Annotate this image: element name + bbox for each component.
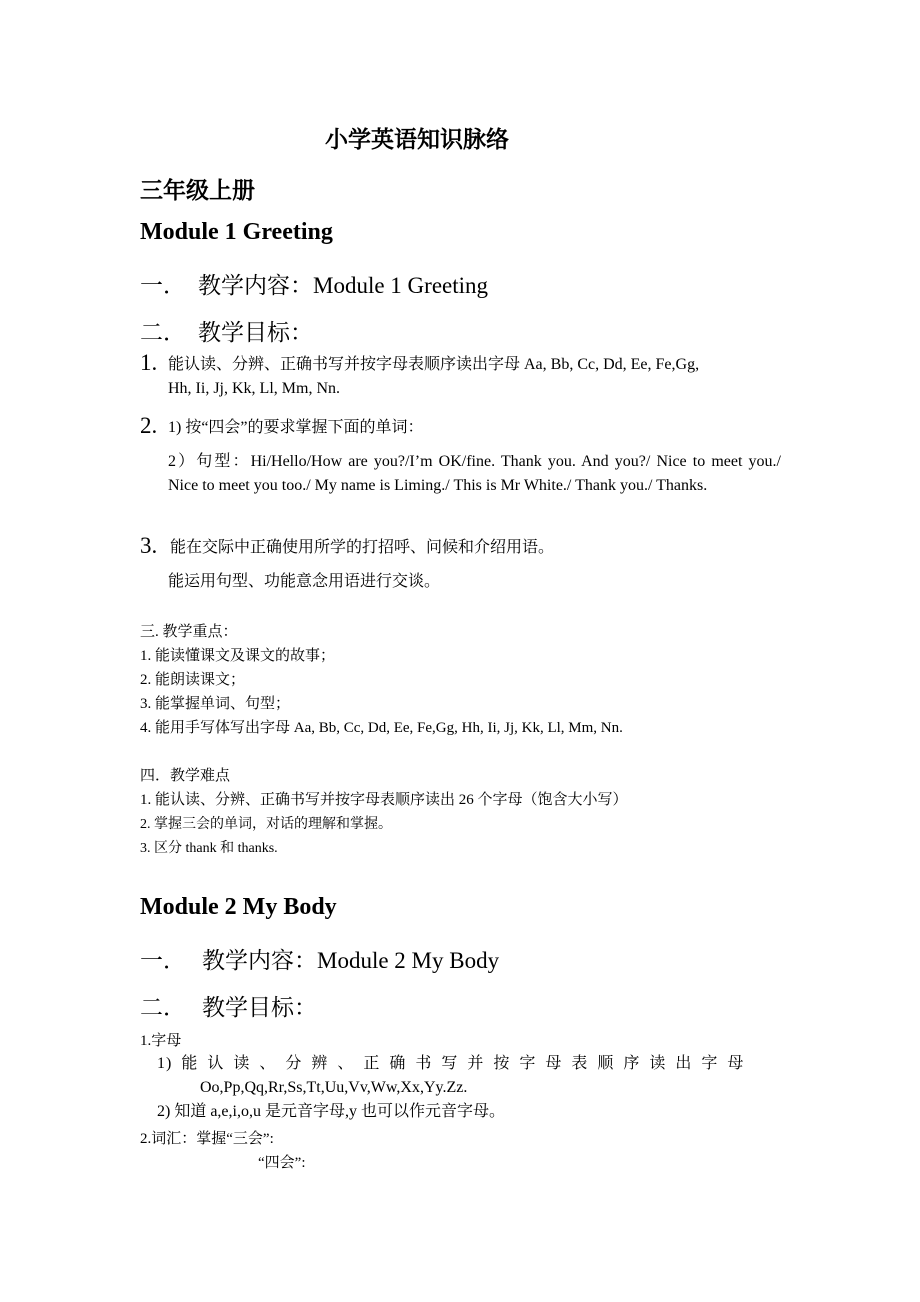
key-point-item: 1. 能读懂课文及课文的故事； [140,648,336,664]
section-number: 二． [140,995,186,1020]
module-2-heading: Module 2 My Body [140,894,337,920]
letters-heading: 1.字母 [140,1033,182,1049]
section-text: 教学目标： [202,995,317,1020]
module-2-teaching-goals [140,989,317,1022]
goal-1-line-2: Hh, Ii, Jj, Kk, Ll, Mm, Nn. [168,380,340,397]
key-point-item: 3. 能掌握单词、句型； [140,696,291,712]
difficulty-item: 3. 区分 thank 和 thanks. [140,841,278,856]
section-text: 教学目标： [198,320,313,345]
key-point-item: 2. 能朗读课文； [140,672,246,688]
module-1-heading: Module 1 Greeting [140,219,333,245]
goal-1-number: 1. [140,350,158,375]
section-number: 一． [140,948,186,973]
goal-3-line-2: 能运用句型、功能意念用语进行交谈。 [168,573,441,590]
goal-2-number: 2. [140,413,158,438]
letters-goal-2: 2) 知道 a,e,i,o,u 是元音字母,y 也可以作元音字母。 [157,1103,505,1120]
difficulty-item: 1. 能认读、分辨、正确书写并按字母表顺序读出 26 个字母（饱含大小写） [140,792,628,808]
goal-3-number: 3. [140,533,158,558]
section-number: 一． [140,273,186,298]
vocabulary-four-skills: “四会”: [258,1155,306,1171]
goal-2-line-1: 1) 按“四会”的要求掌握下面的单词： [168,419,424,436]
section-text: 教学内容：Module 2 My Body [202,948,500,973]
module-1-teaching-content [140,267,488,300]
difficulty-item: 2. 掌握三会的单词，对话的理解和掌握。 [140,817,392,832]
difficulties-title: 四．教学难点 [140,768,231,784]
grade-heading: 三年级上册 [140,178,255,203]
key-point-item: 4. 能用手写体写出字母 Aa, Bb, Cc, Dd, Ee, Fe,Gg, Hh, Ii, Jj, Kk, Ll, Mm, Nn. [140,720,623,736]
vocabulary-heading: 2.词汇：掌握“三会”: [140,1131,274,1147]
section-number: 二． [140,320,186,345]
letters-goal-1-line-1: 1) 能 认 读 、 分 辨 、 正 确 书 写 并 按 字 母 表 顺 序 读 出 字 母 [157,1055,745,1072]
document-title: 小学英语知识脉络 [325,127,509,152]
goal-3-line-1: 能在交际中正确使用所学的打招呼、问候和介绍用语。 [170,539,555,556]
section-text: 教学内容：Module 1 Greeting [198,273,489,298]
goal-2-sentence-patterns: 2）句型：Hi/Hello/How are you?/I’m OK/fine. Thank you. And you?/ Nice to meet you./ Nice to meet you too./ My name is Liming./ This is Mr White./ Thank you./ Thanks. [168,453,781,494]
goal-1-line-1: 能认读、分辨、正确书写并按字母表顺序读出字母 Aa, Bb, Cc, Dd, Ee, Fe,Gg, [168,356,700,373]
module-2-teaching-content [140,942,499,975]
module-1-teaching-goals [140,314,313,347]
letters-goal-1-line-2: Oo,Pp,Qq,Rr,Ss,Tt,Uu,Vv,Ww,Xx,Yy.Zz. [200,1079,468,1096]
key-points-title: 三. 教学重点： [140,624,238,640]
